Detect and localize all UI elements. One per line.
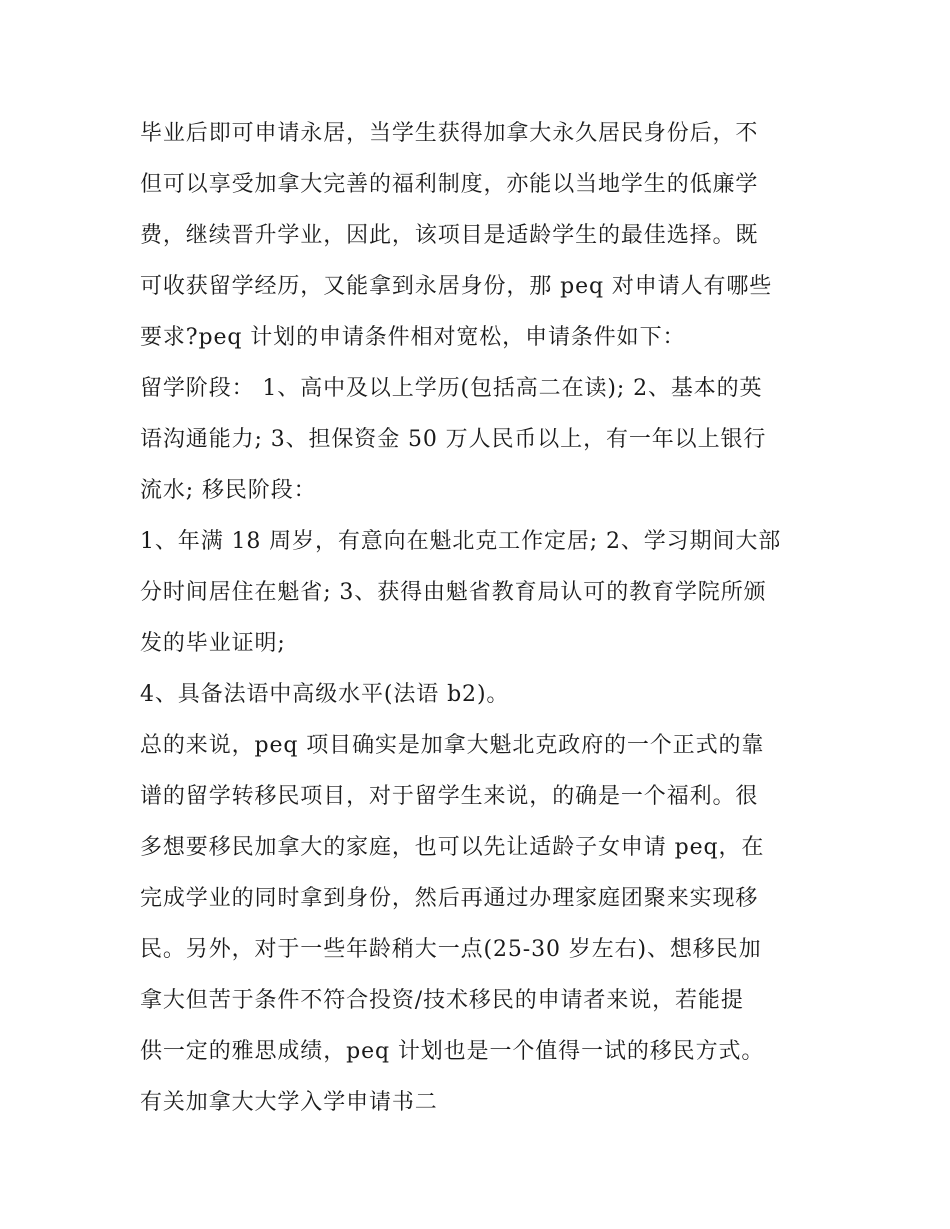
text-line: 谱的留学转移民项目，对于留学生来说，的确是一个福利。很 — [140, 784, 759, 809]
text-line: 流水; 移民阶段： — [140, 478, 317, 503]
section-heading: 有关加拿大大学入学申请书二 — [140, 1090, 438, 1115]
text-line: 拿大但苦于条件不符合投资/技术移民的申请者来说，若能提 — [140, 988, 744, 1013]
text-line: 民。另外，对于一些年龄稍大一点(25-30 岁左右)、想移民加 — [140, 937, 762, 962]
text-line: 毕业后即可申请永居，当学生获得加拿大永久居民身份后，不 — [140, 121, 759, 146]
text-line: 要求?peq 计划的申请条件相对宽松，申请条件如下： — [140, 325, 686, 350]
text-line: 可收获留学经历，又能拿到永居身份，那 peq 对申请人有哪些 — [140, 274, 773, 299]
text-line: 1、年满 18 周岁，有意向在魁北克工作定居; 2、学习期间大部 — [140, 529, 782, 554]
text-line: 完成学业的同时拿到身份，然后再通过办理家庭团聚来实现移 — [140, 886, 759, 911]
text-line: 总的来说，peq 项目确实是加拿大魁北克政府的一个正式的靠 — [140, 733, 765, 758]
text-line: 发的毕业证明; — [140, 631, 286, 656]
text-line: 留学阶段： 1、高中及以上学历(包括高二在读); 2、基本的英 — [140, 376, 763, 401]
text-line: 但可以享受加拿大完善的福利制度，亦能以当地学生的低廉学 — [140, 172, 759, 197]
document-body — [140, 108, 820, 1128]
text-line: 分时间居住在魁省; 3、获得由魁省教育局认可的教育学院所颁 — [140, 580, 767, 605]
text-line: 费，继续晋升学业，因此，该项目是适龄学生的最佳选择。既 — [140, 223, 759, 248]
text-line: 语沟通能力; 3、担保资金 50 万人民币以上，有一年以上银行 — [140, 427, 767, 452]
text-line: 供一定的雅思成绩，peq 计划也是一个值得一试的移民方式。 — [140, 1039, 765, 1064]
text-line: 4、具备法语中高级水平(法语 b2)。 — [140, 682, 510, 707]
text-line: 多想要移民加拿大的家庭，也可以先让适龄子女申请 peq，在 — [140, 835, 765, 860]
